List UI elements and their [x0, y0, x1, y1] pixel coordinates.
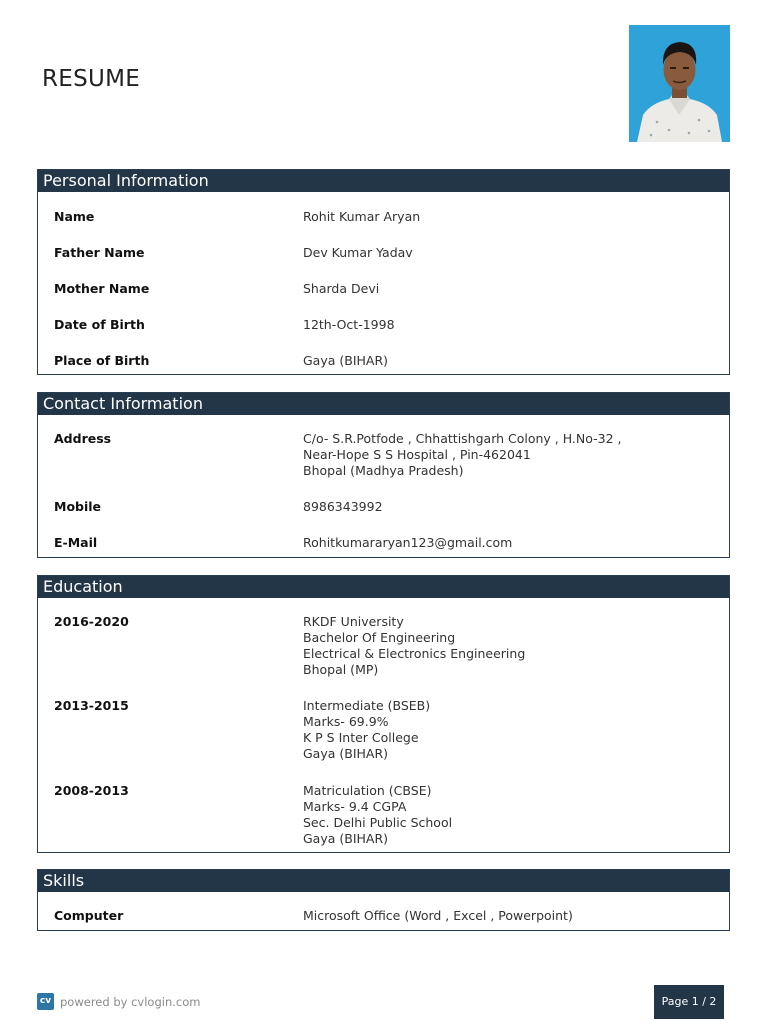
- education-details: [303, 614, 525, 678]
- education-section: [37, 575, 730, 853]
- personal-information-heading: Personal Information: [38, 170, 729, 192]
- detail-line: Sec. Delhi Public School: [303, 815, 453, 830]
- address-line: Bhopal (Madhya Pradesh): [303, 463, 464, 478]
- personal-information-section: [37, 169, 730, 375]
- education-period: 2008-2013: [54, 783, 129, 798]
- label: Computer: [54, 908, 124, 923]
- label: Mobile: [54, 499, 102, 514]
- address-value: [303, 431, 622, 479]
- powered-by-text: powered by cvlogin.com: [60, 994, 201, 1009]
- education-heading: Education: [38, 576, 729, 598]
- detail-line: RKDF University: [303, 614, 404, 629]
- detail-line: Marks- 69.9%: [303, 714, 389, 729]
- education-period: 2016-2020: [54, 614, 129, 629]
- detail-line: Matriculation (CBSE): [303, 783, 432, 798]
- label: Address: [54, 431, 112, 446]
- value: Gaya (BIHAR): [303, 353, 389, 368]
- email-value: Rohitkumararyan123@gmail.com: [303, 535, 513, 550]
- value: Dev Kumar Yadav: [303, 245, 413, 260]
- cvlogin-logo-icon: cv: [37, 993, 54, 1010]
- value: 12th-Oct-1998: [303, 317, 395, 332]
- label: Father Name: [54, 245, 145, 260]
- address-line: Near-Hope S S Hospital , Pin-462041: [303, 447, 531, 462]
- powered-by-link[interactable]: [37, 993, 200, 1010]
- detail-line: Marks- 9.4 CGPA: [303, 799, 407, 814]
- skills-heading: Skills: [38, 870, 729, 892]
- resume-title: RESUME: [42, 66, 141, 92]
- label: Date of Birth: [54, 317, 145, 332]
- detail-line: Gaya (BIHAR): [303, 746, 389, 761]
- detail-line: K P S Inter College: [303, 730, 419, 745]
- label: E-Mail: [54, 535, 98, 550]
- contact-information-section: [37, 392, 730, 558]
- education-period: 2013-2015: [54, 698, 129, 713]
- mobile-value: 8986343992: [303, 499, 383, 514]
- value: Sharda Devi: [303, 281, 380, 296]
- label: Name: [54, 209, 95, 224]
- value: Microsoft Office (Word , Excel , Powerpoint): [303, 908, 573, 923]
- detail-line: Gaya (BIHAR): [303, 831, 389, 846]
- education-details: [303, 783, 452, 847]
- profile-photo: [629, 25, 730, 142]
- contact-information-heading: Contact Information: [38, 393, 729, 415]
- page-indicator: Page 1 / 2: [654, 985, 724, 1019]
- detail-line: Bachelor Of Engineering: [303, 630, 456, 645]
- label: Place of Birth: [54, 353, 150, 368]
- education-details: [303, 698, 430, 762]
- detail-line: Intermediate (BSEB): [303, 698, 431, 713]
- label: Mother Name: [54, 281, 150, 296]
- address-line: C/o- S.R.Potfode , Chhattishgarh Colony , H.No-32 ,: [303, 431, 622, 446]
- value: Rohit Kumar Aryan: [303, 209, 421, 224]
- detail-line: Bhopal (MP): [303, 662, 379, 677]
- detail-line: Electrical & Electronics Engineering: [303, 646, 526, 661]
- skills-section: [37, 869, 730, 931]
